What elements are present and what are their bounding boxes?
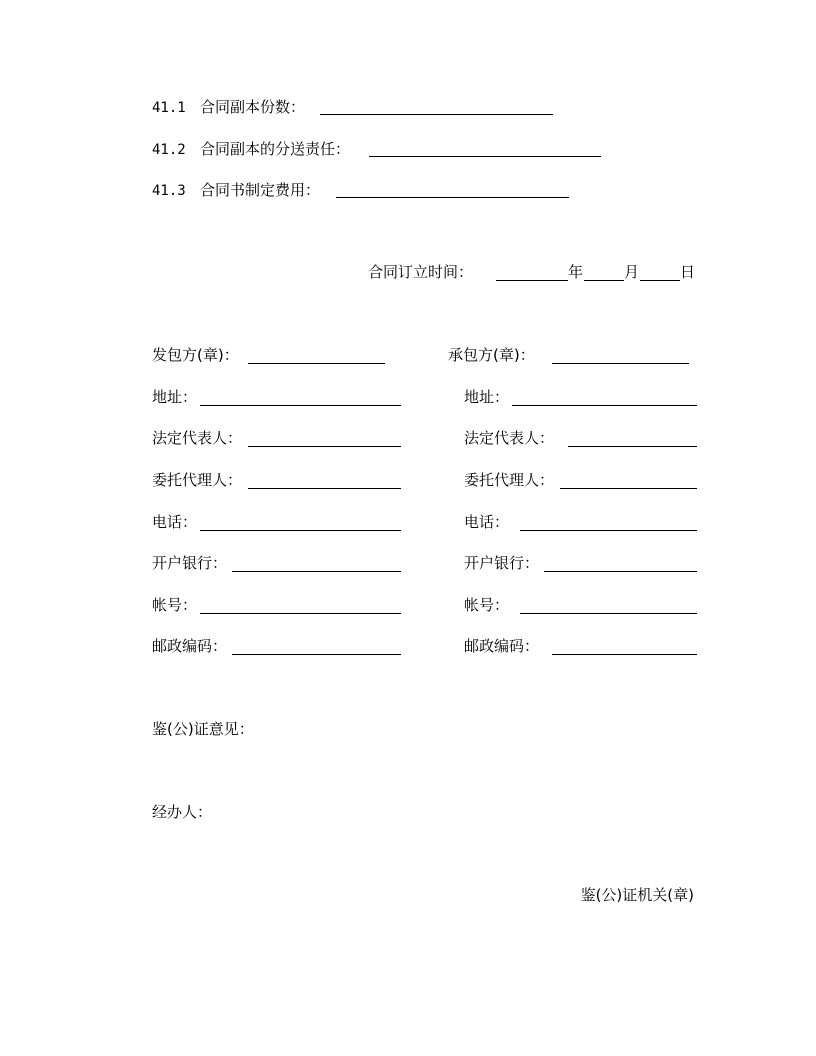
- clause-41-2-field[interactable]: [369, 156, 601, 157]
- contractor-legal-rep-field[interactable]: [568, 446, 697, 447]
- clause-label: 合同副本份数：: [200, 98, 306, 116]
- clause-number: 41.3: [152, 183, 186, 199]
- clause-41-3: [152, 181, 320, 200]
- clause-41-1: [152, 98, 305, 117]
- employer-agent-field[interactable]: [248, 488, 401, 489]
- employer-account-field[interactable]: [200, 613, 401, 614]
- contractor-seal-field[interactable]: [552, 363, 689, 364]
- date-month-field[interactable]: [584, 280, 624, 281]
- employer-legal-rep-field[interactable]: [248, 446, 401, 447]
- employer-phone-field[interactable]: [200, 530, 401, 531]
- contractor-postcode-field[interactable]: [552, 654, 697, 655]
- employer-postcode-field[interactable]: [232, 654, 401, 655]
- employer-address-label: 地址：: [152, 388, 198, 406]
- contractor-agent-label: 委托代理人：: [464, 471, 555, 489]
- date-day-field[interactable]: [640, 280, 680, 281]
- date-year-field[interactable]: [496, 280, 568, 281]
- contractor-bank-label: 开户银行：: [464, 554, 540, 572]
- contractor-bank-field[interactable]: [544, 571, 697, 572]
- contractor-address-field[interactable]: [512, 405, 697, 406]
- contractor-account-field[interactable]: [520, 613, 697, 614]
- clause-41-2: [152, 140, 350, 159]
- employer-address-field[interactable]: [200, 405, 401, 406]
- contractor-legal-rep-label: 法定代表人：: [464, 429, 555, 447]
- date-year-label: 年: [568, 263, 584, 281]
- date-day-label: 日: [680, 263, 696, 281]
- employer-phone-label: 电话：: [152, 513, 198, 531]
- contractor-phone-label: 电话：: [464, 513, 510, 531]
- handler-label: 经办人：: [152, 803, 213, 821]
- contract-date-label: 合同订立时间：: [368, 263, 474, 281]
- date-month-label: 月: [624, 263, 640, 281]
- employer-postcode-label: 邮政编码：: [152, 637, 228, 655]
- employer-seal-field[interactable]: [248, 363, 385, 364]
- employer-bank-field[interactable]: [232, 571, 401, 572]
- contractor-address-label: 地址：: [464, 388, 510, 406]
- clause-label: 合同副本的分送责任：: [200, 140, 351, 158]
- employer-legal-rep-label: 法定代表人：: [152, 429, 243, 447]
- employer-seal-label: 发包方(章)：: [152, 346, 239, 364]
- contractor-phone-field[interactable]: [520, 530, 697, 531]
- clause-41-3-field[interactable]: [336, 197, 569, 198]
- contractor-account-label: 帐号：: [464, 596, 510, 614]
- contractor-agent-field[interactable]: [560, 488, 697, 489]
- clause-41-1-field[interactable]: [320, 114, 553, 115]
- notary-office-seal-label: 鉴(公)证机关(章): [580, 886, 694, 904]
- contractor-seal-label: 承包方(章)：: [448, 346, 535, 364]
- notary-opinion-label: 鉴(公)证意见：: [152, 720, 254, 738]
- employer-agent-label: 委托代理人：: [152, 471, 243, 489]
- employer-account-label: 帐号：: [152, 596, 198, 614]
- contractor-postcode-label: 邮政编码：: [464, 637, 540, 655]
- employer-bank-label: 开户银行：: [152, 554, 228, 572]
- clause-label: 合同书制定费用：: [200, 181, 321, 199]
- clause-number: 41.1: [152, 100, 186, 116]
- clause-number: 41.2: [152, 142, 186, 158]
